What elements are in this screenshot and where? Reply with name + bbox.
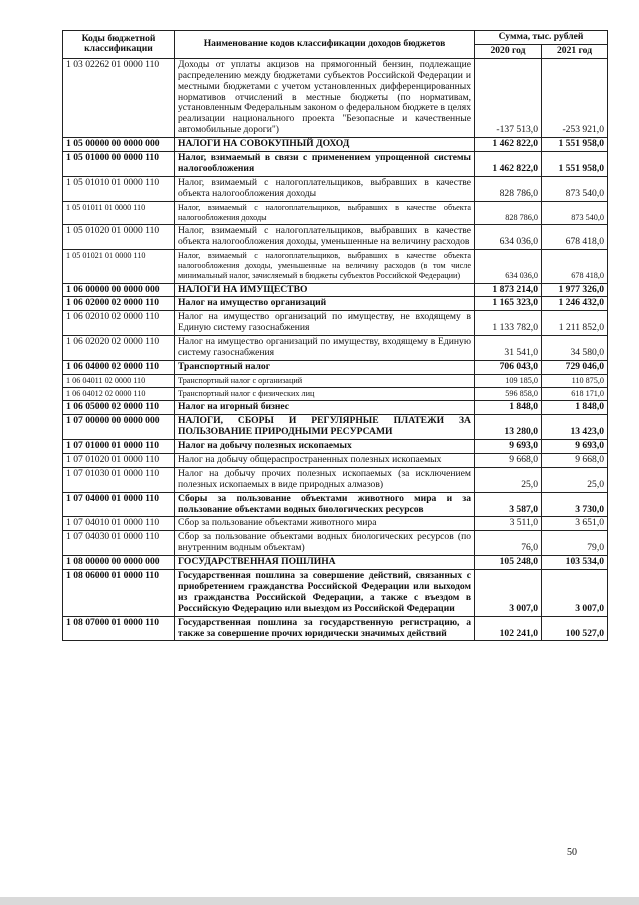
table-row xyxy=(63,388,608,401)
table-row xyxy=(63,297,608,311)
row-name: Налог на добычу полезных ископаемых xyxy=(175,439,475,453)
row-name: Государственная пошлина за государственную регистрацию, а также за совершение прочих юридически значимых действий xyxy=(175,616,475,641)
row-value-2021: 1 977 326,0 xyxy=(542,283,608,297)
row-name: Налог, взимаемый в связи с применением упрощенной системы налогообложения xyxy=(175,152,475,177)
row-value-2020: 634 036,0 xyxy=(475,249,542,283)
row-name: Налог на игорный бизнес xyxy=(175,401,475,415)
row-value-2021: 873 540,0 xyxy=(542,176,608,201)
row-value-2021: 729 046,0 xyxy=(542,360,608,374)
row-name: Сборы за пользование объектами животного мира и за пользование объектами водных биологических ресурсов xyxy=(175,492,475,517)
row-value-2020: 76,0 xyxy=(475,531,542,556)
row-value-2020: 1 462 822,0 xyxy=(475,138,542,152)
table-row xyxy=(63,201,608,224)
row-value-2021: 3 651,0 xyxy=(542,517,608,531)
row-value-2021: 9 668,0 xyxy=(542,453,608,467)
budget-revenue-table-sheet xyxy=(62,30,607,641)
row-code: 1 05 01021 01 0000 110 xyxy=(63,249,175,283)
row-name: Налог, взимаемый с налогоплательщиков, выбравших в качестве объекта налогообложения доходы xyxy=(175,201,475,224)
row-value-2021: 1 551 958,0 xyxy=(542,152,608,177)
row-value-2020: 1 133 782,0 xyxy=(475,311,542,336)
row-value-2020: 13 280,0 xyxy=(475,415,542,440)
table-row xyxy=(63,531,608,556)
row-code: 1 06 04000 02 0000 110 xyxy=(63,360,175,374)
row-name: НАЛОГИ НА СОВОКУПНЫЙ ДОХОД xyxy=(175,138,475,152)
row-value-2020: 1 462 822,0 xyxy=(475,152,542,177)
row-value-2020: 109 185,0 xyxy=(475,374,542,387)
row-code: 1 07 01020 01 0000 110 xyxy=(63,453,175,467)
row-code: 1 07 01030 01 0000 110 xyxy=(63,467,175,492)
table-row xyxy=(63,492,608,517)
row-value-2020: 105 248,0 xyxy=(475,556,542,570)
row-code: 1 07 04030 01 0000 110 xyxy=(63,531,175,556)
row-code: 1 06 04012 02 0000 110 xyxy=(63,388,175,401)
row-value-2020: 3 511,0 xyxy=(475,517,542,531)
row-value-2021: 103 534,0 xyxy=(542,556,608,570)
row-value-2020: 1 165 323,0 xyxy=(475,297,542,311)
row-value-2020: 706 043,0 xyxy=(475,360,542,374)
row-value-2020: 25,0 xyxy=(475,467,542,492)
row-value-2020: 102 241,0 xyxy=(475,616,542,641)
row-code: 1 05 01011 01 0000 110 xyxy=(63,201,175,224)
row-code: 1 07 00000 00 0000 000 xyxy=(63,415,175,440)
row-code: 1 08 06000 01 0000 110 xyxy=(63,570,175,617)
row-code: 1 06 00000 00 0000 000 xyxy=(63,283,175,297)
row-value-2021: 9 693,0 xyxy=(542,439,608,453)
row-value-2020: 9 668,0 xyxy=(475,453,542,467)
row-value-2021: 34 580,0 xyxy=(542,336,608,361)
row-code: 1 05 01020 01 0000 110 xyxy=(63,225,175,250)
table-row xyxy=(63,249,608,283)
row-value-2020: 1 848,0 xyxy=(475,401,542,415)
row-name: Сбор за пользование объектами животного мира xyxy=(175,517,475,531)
row-value-2020: 3 007,0 xyxy=(475,570,542,617)
row-value-2020: 634 036,0 xyxy=(475,225,542,250)
table-row xyxy=(63,58,608,137)
scan-bottom-edge xyxy=(0,897,639,905)
row-name: НАЛОГИ НА ИМУЩЕСТВО xyxy=(175,283,475,297)
row-code: 1 06 02000 02 0000 110 xyxy=(63,297,175,311)
header-code: Коды бюджетной классификации xyxy=(63,31,175,59)
table-row xyxy=(63,152,608,177)
table-row xyxy=(63,556,608,570)
header-sum: Сумма, тыс. рублей xyxy=(475,31,608,45)
row-name: Налог, взимаемый с налогоплательщиков, выбравших в качестве объекта налогообложения доходы xyxy=(175,176,475,201)
row-value-2021: 1 246 432,0 xyxy=(542,297,608,311)
row-value-2021: 100 527,0 xyxy=(542,616,608,641)
row-code: 1 05 01010 01 0000 110 xyxy=(63,176,175,201)
row-name: Налог на добычу прочих полезных ископаемых (за исключением полезных ископаемых в виде природных алмазов) xyxy=(175,467,475,492)
table-row xyxy=(63,360,608,374)
row-value-2021: 110 875,0 xyxy=(542,374,608,387)
row-name: Налог, взимаемый с налогоплательщиков, выбравших в качестве объекта налогообложения доходы, уменьшенные на величину расходов xyxy=(175,225,475,250)
row-value-2021: 678 418,0 xyxy=(542,225,608,250)
row-name: Сбор за пользование объектами водных биологических ресурсов (по внутренним водным объектам) xyxy=(175,531,475,556)
row-name: Налог на имущество организаций по имуществу, не входящему в Единую систему газоснабжения xyxy=(175,311,475,336)
table-row xyxy=(63,467,608,492)
row-code: 1 08 07000 01 0000 110 xyxy=(63,616,175,641)
row-name: Транспортный налог с организаций xyxy=(175,374,475,387)
row-name: Доходы от уплаты акцизов на прямогонный бензин, подлежащие распределению между бюджетами субъектов Российской Федерации и местными бюджетами с учетом установленных дифференцированных нормативов отчислений в местные бюджеты (по нормативам, установленным Федеральным законом о федеральном бюджете в целях реализации национального проекта "Безопасные и качественные автомобильные дороги") xyxy=(175,58,475,137)
row-value-2021: 25,0 xyxy=(542,467,608,492)
table-row xyxy=(63,570,608,617)
row-value-2020: -137 513,0 xyxy=(475,58,542,137)
table-row xyxy=(63,138,608,152)
row-code: 1 06 02020 02 0000 110 xyxy=(63,336,175,361)
table-row xyxy=(63,453,608,467)
table-row xyxy=(63,439,608,453)
row-code: 1 05 00000 00 0000 000 xyxy=(63,138,175,152)
table-row xyxy=(63,401,608,415)
row-name: Налог на имущество организаций по имуществу, входящему в Единую систему газоснабжения xyxy=(175,336,475,361)
table-row xyxy=(63,517,608,531)
table-row xyxy=(63,311,608,336)
header-name: Наименование кодов классификации доходов бюджетов xyxy=(175,31,475,59)
row-name: ГОСУДАРСТВЕННАЯ ПОШЛИНА xyxy=(175,556,475,570)
row-value-2021: 873 540,0 xyxy=(542,201,608,224)
row-value-2020: 3 587,0 xyxy=(475,492,542,517)
row-value-2021: 678 418,0 xyxy=(542,249,608,283)
row-value-2020: 596 858,0 xyxy=(475,388,542,401)
budget-revenue-table xyxy=(62,30,608,641)
row-name: Государственная пошлина за совершение действий, связанных с приобретением гражданства Российской Федерации или выходом из гражданства Российской Федерации, а также с въездом в Российскую Федерацию или выездом из Российской Федерации xyxy=(175,570,475,617)
table-row xyxy=(63,336,608,361)
row-name: Налог на имущество организаций xyxy=(175,297,475,311)
row-value-2020: 1 873 214,0 xyxy=(475,283,542,297)
row-name: Транспортный налог xyxy=(175,360,475,374)
row-value-2021: -253 921,0 xyxy=(542,58,608,137)
table-row xyxy=(63,374,608,387)
row-code: 1 08 00000 00 0000 000 xyxy=(63,556,175,570)
row-code: 1 07 04000 01 0000 110 xyxy=(63,492,175,517)
row-value-2021: 1 551 958,0 xyxy=(542,138,608,152)
table-row xyxy=(63,176,608,201)
row-value-2020: 9 693,0 xyxy=(475,439,542,453)
table-row xyxy=(63,415,608,440)
row-code: 1 07 04010 01 0000 110 xyxy=(63,517,175,531)
row-name: Транспортный налог с физических лиц xyxy=(175,388,475,401)
header-year-2021: 2021 год xyxy=(542,44,608,58)
row-value-2021: 3 007,0 xyxy=(542,570,608,617)
row-value-2020: 828 786,0 xyxy=(475,176,542,201)
row-name: Налог на добычу общераспространенных полезных ископаемых xyxy=(175,453,475,467)
row-name: Налог, взимаемый с налогоплательщиков, выбравших в качестве объекта налогообложения доходы, уменьшенные на величину расходов (в том числе минимальный налог, зачисляемый в бюджеты субъектов Российской Федерации) xyxy=(175,249,475,283)
row-value-2020: 828 786,0 xyxy=(475,201,542,224)
row-value-2021: 1 211 852,0 xyxy=(542,311,608,336)
row-value-2021: 79,0 xyxy=(542,531,608,556)
row-name: НАЛОГИ, СБОРЫ И РЕГУЛЯРНЫЕ ПЛАТЕЖИ ЗА ПОЛЬЗОВАНИЕ ПРИРОДНЫМИ РЕСУРСАМИ xyxy=(175,415,475,440)
row-code: 1 06 02010 02 0000 110 xyxy=(63,311,175,336)
table-body xyxy=(63,58,608,641)
table-header-row xyxy=(63,31,608,45)
row-value-2020: 31 541,0 xyxy=(475,336,542,361)
row-code: 1 03 02262 01 0000 110 xyxy=(63,58,175,137)
row-code: 1 05 01000 00 0000 110 xyxy=(63,152,175,177)
row-value-2021: 1 848,0 xyxy=(542,401,608,415)
row-code: 1 07 01000 01 0000 110 xyxy=(63,439,175,453)
row-code: 1 06 05000 02 0000 110 xyxy=(63,401,175,415)
row-value-2021: 13 423,0 xyxy=(542,415,608,440)
page-number: 50 xyxy=(567,847,577,858)
header-year-2020: 2020 год xyxy=(475,44,542,58)
row-code: 1 06 04011 02 0000 110 xyxy=(63,374,175,387)
row-value-2021: 618 171,0 xyxy=(542,388,608,401)
table-row xyxy=(63,225,608,250)
row-value-2021: 3 730,0 xyxy=(542,492,608,517)
table-row xyxy=(63,616,608,641)
table-row xyxy=(63,283,608,297)
